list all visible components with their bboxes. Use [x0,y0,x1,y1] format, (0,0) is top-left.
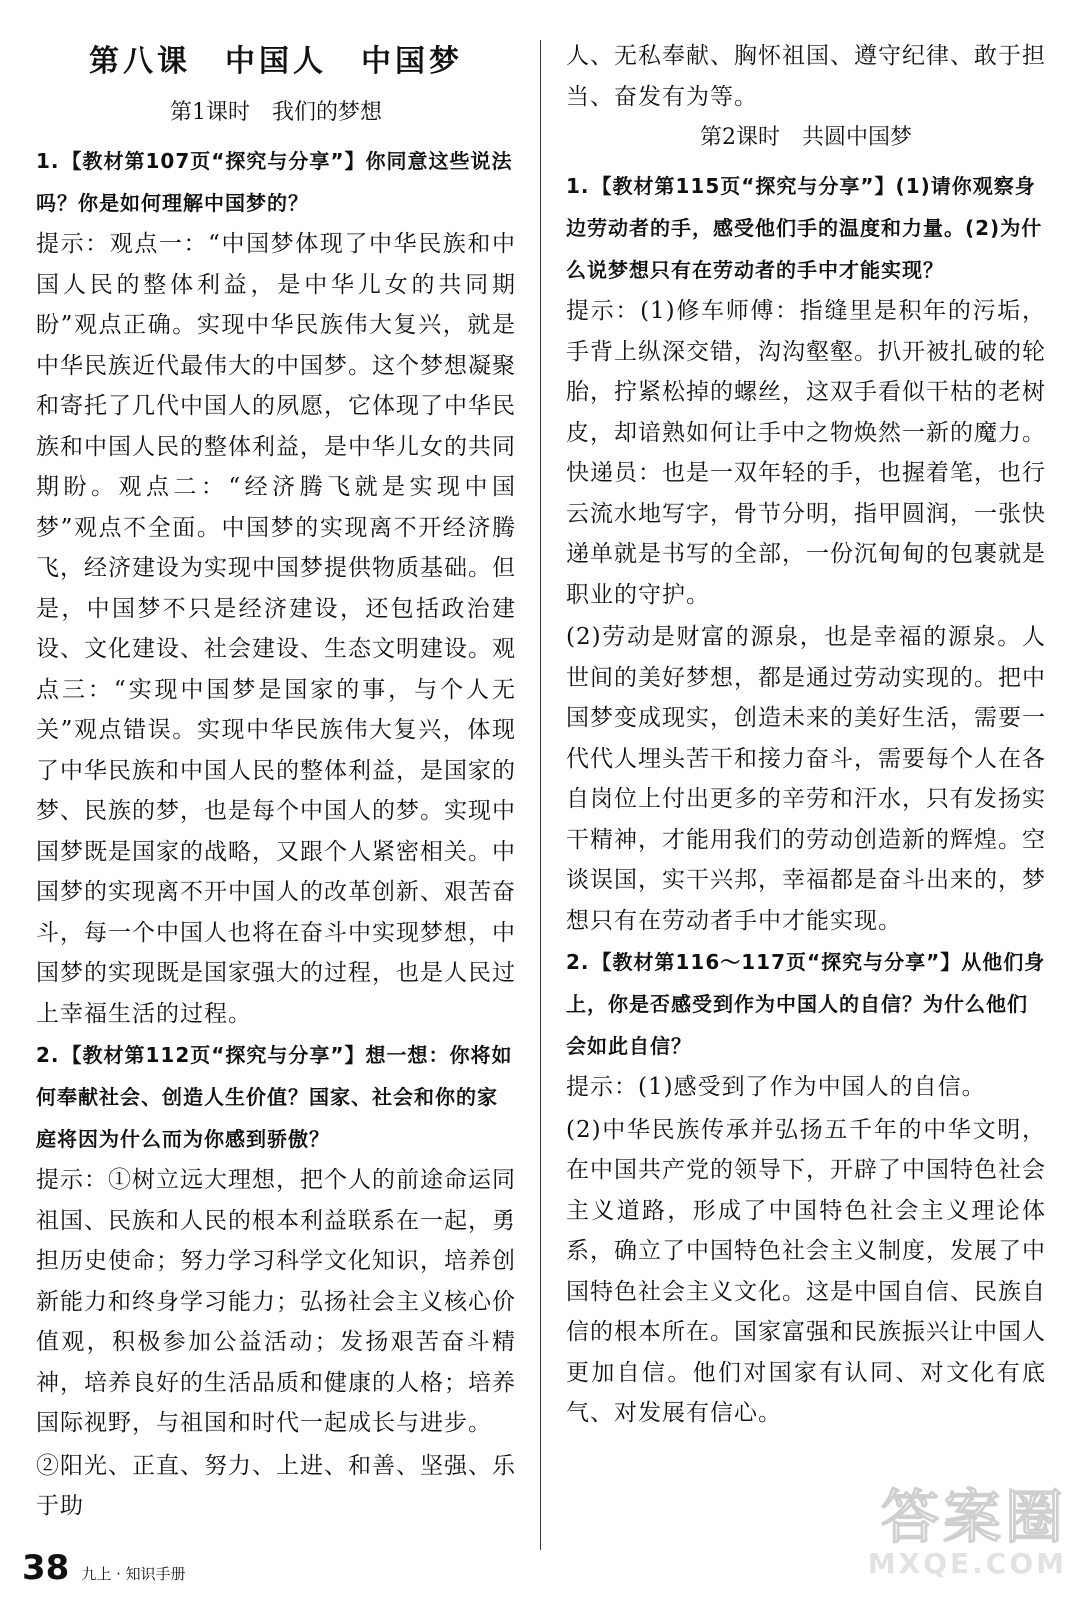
column-divider [540,40,541,1550]
question-text: 【教材第116～117页“探究与分享”】从他们身上，你是否感受到作为中国人的自信？为什么他们会如此自信？ [566,950,1046,1058]
right-column [566,36,1046,1434]
left-column [36,36,516,1527]
answer-hint: 提示：(1)感受到了作为中国人的自信。 [566,1074,986,1100]
watermark [867,1483,1067,1580]
question-number: 1. [566,174,590,198]
question-number: 2. [566,950,590,974]
page-footer [22,1548,186,1588]
answer-hint: 提示：①树立远大理想，把个人的前途命运同祖国、民族和人民的根本利益联系在一起，勇担历史使命；努力学习科学文化知识，培养创新能力和终身学习能力；弘扬社会主义核心价值观，积极参加公益活动；发扬艰苦奋斗精神，培养良好的生活品质和健康的人格；培养国际视野，与祖国和时代一起成长与进步。 [36,1167,516,1436]
question-text: 【教材第115页“探究与分享”】(1)请你观察身边劳动者的手，感受他们手的温度和力量。(2)为什么说梦想只有在劳动者的手中才能实现？ [566,174,1043,282]
page-number: 38 [22,1548,70,1588]
question-text: 【教材第107页“探究与分享”】你同意这些说法吗？你是如何理解中国梦的？ [36,149,513,215]
question-1 [566,165,1046,291]
book-tag: 九上 · 知识手册 [81,1565,186,1583]
lesson-title: 第八课 中国人 中国梦 [89,44,463,79]
answer-continuation: 人、无私奉献、胸怀祖国、遵守纪律、敢于担当、奋发有为等。 [566,43,1046,110]
question-2 [566,941,1046,1067]
watermark-url: MXQE.COM [867,1547,1067,1580]
question-number: 2. [36,1043,60,1067]
answer-hint-2: (2)中华民族传承并弘扬五千年的中华文明，在中国共产党的领导下，开辟了中国特色社会主义道路，形成了中国特色社会主义理论体系，确立了中国特色社会主义制度，发展了中国特色社会主义文化。这是中国自信、民族自信的根本所在。国家富强和民族振兴让中国人更加自信。他们对国家有认同、对文化有底气、对发展有信心。 [566,1116,1046,1426]
watermark-logo: 答案圈 [880,1483,1067,1551]
section-title-1: 第1课时 我们的梦想 [170,100,382,125]
question-2 [36,1034,516,1160]
question-text: 【教材第112页“探究与分享”】想一想：你将如何奉献社会、创造人生价值？国家、社会和你的家庭将因为什么而为你感到骄傲？ [36,1043,513,1151]
question-1 [36,140,516,224]
section-title-2: 第2课时 共圆中国梦 [700,125,912,150]
answer-hint-2: (2)劳动是财富的源泉，也是幸福的源泉。人世间的美好梦想，都是通过劳动实现的。把中国梦变成现实，创造未来的美好生活，需要一代代人埋头苦干和接力奋斗，需要每个人在各自岗位上付出更多的辛劳和汗水，只有发扬实干精神，才能用我们的劳动创造新的辉煌。空谈误国，实干兴邦，幸福都是奋斗出来的，梦想只有在劳动者手中才能实现。 [566,624,1046,934]
question-number: 1. [36,149,60,173]
answer-hint: 提示：(1)修车师傅：指缝里是积年的污垢，手背上纵深交错，沟沟壑壑。扒开被扎破的轮胎，拧紧松掉的螺丝，这双手看似干枯的老树皮，却谙熟如何让手中之物焕然一新的魔力。快递员：也是一双年轻的手，也握着笔，也行云流水地写字，骨节分明，指甲圆润，一张快递单就是书写的全部，一份沉甸甸的包裹就是职业的守护。 [566,298,1046,608]
answer-hint: 提示：观点一：“中国梦体现了中华民族和中国人民的整体利益，是中华儿女的共同期盼”观点正确。实现中华民族伟大复兴，就是中华民族近代最伟大的中国梦。这个梦想凝聚和寄托了几代中国人的夙愿，它体现了中华民族和中国人民的整体利益，是中华儿女的共同期盼。观点二：“经济腾飞就是实现中国梦”观点不全面。中国梦的实现离不开经济腾飞，经济建设为实现中国梦提供物质基础。但是，中国梦不只是经济建设，还包括政治建设、文化建设、社会建设、生态文明建设。观点三：“实现中国梦是国家的事，与个人无关”观点错误。实现中华民族伟大复兴，体现了中华民族和中国人民的整体利益，是国家的梦、民族的梦，也是每个中国人的梦。实现中国梦既是国家的战略，又跟个人紧密相关。中国梦的实现离不开中国人的改革创新、艰苦奋斗，每一个中国人也将在奋斗中实现梦想，中国梦的实现既是国家强大的过程，也是人民过上幸福生活的过程。 [36,231,516,1027]
answer-hint-continued: ②阳光、正直、努力、上进、和善、坚强、乐于助 [36,1452,516,1519]
